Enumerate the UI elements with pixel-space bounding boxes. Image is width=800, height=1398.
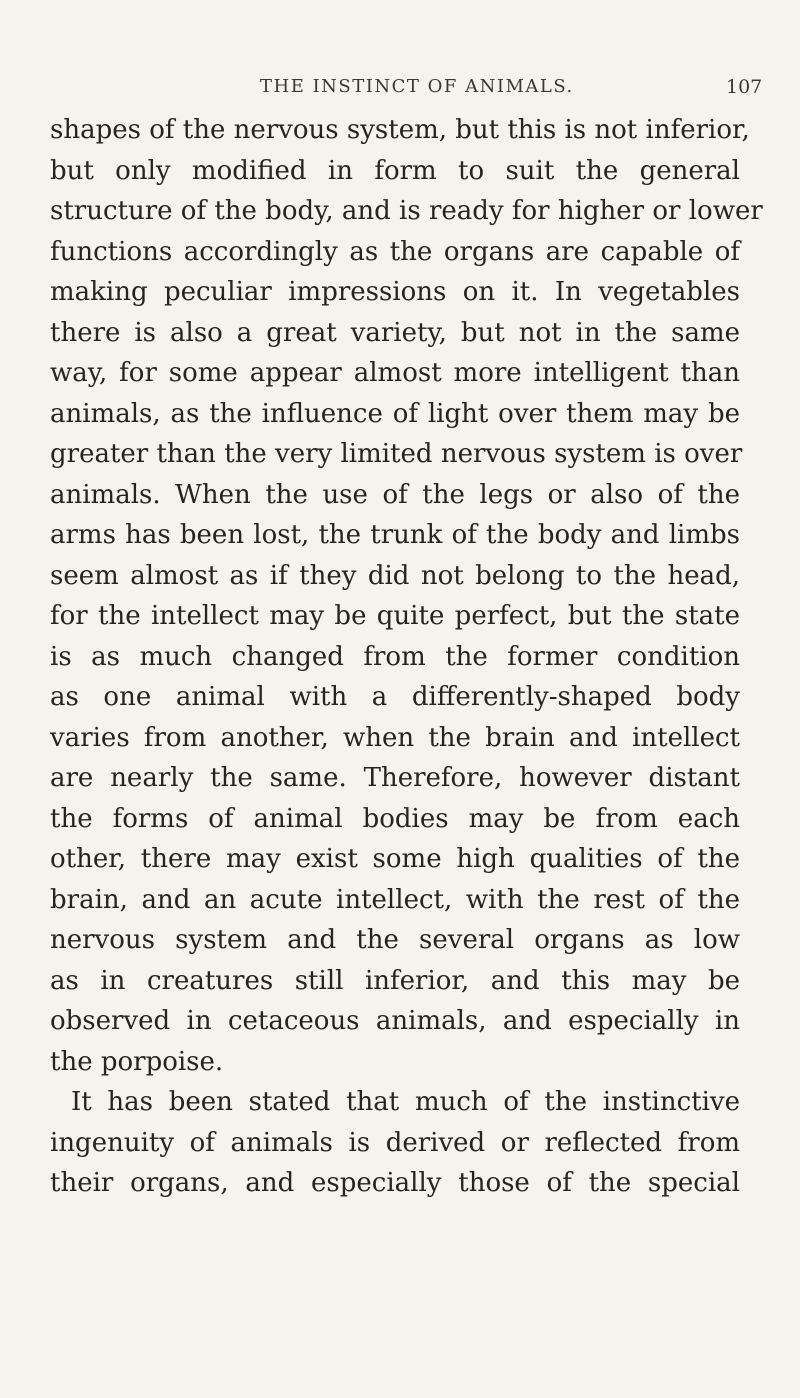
text-line: functions accordingly as the organs are capable of <box>50 236 740 267</box>
text-line: varies from another, when the brain and intellect <box>50 722 740 753</box>
text-line: way, for some appear almost more intelligent than <box>50 358 740 388</box>
text-line: nervous system and the several organs as low <box>50 925 740 955</box>
page-number: 107 <box>726 76 763 98</box>
text-line: brain, and an acute intellect, with the rest of the <box>50 884 740 915</box>
text-line: as in creatures still inferior, and this may be <box>50 965 740 996</box>
text-line: but only modified in form to suit the general <box>50 155 740 186</box>
text-line: seem almost as if they did not belong to the head, <box>50 560 740 591</box>
text-line-paragraph-start: It has been stated that much of the instinctive <box>71 1087 740 1117</box>
text-line: observed in cetaceous animals, and especially in <box>50 1006 740 1036</box>
text-line: ingenuity of animals is derived or reflected from <box>50 1127 740 1158</box>
text-line: as one animal with a differently-shaped body <box>50 682 740 712</box>
text-line: the forms of animal bodies may be from each <box>50 803 740 834</box>
text-line: is as much changed from the former condition <box>50 641 740 672</box>
text-line: animals. When the use of the legs or also of the <box>50 479 740 510</box>
text-line: other, there may exist some high qualities of the <box>50 844 740 874</box>
text-line: their organs, and especially those of the special <box>50 1168 740 1198</box>
text-line: arms has been lost, the trunk of the body and limbs <box>50 520 740 550</box>
text-line: are nearly the same. Therefore, however distant <box>50 763 740 793</box>
text-line: greater than the very limited nervous system is over <box>50 439 743 469</box>
text-line-paragraph-end: the porpoise. <box>50 1046 224 1077</box>
text-line: animals, as the influence of light over them may be <box>50 398 740 429</box>
text-line: structure of the body, and is ready for higher or lower <box>50 196 763 226</box>
text-line: making peculiar impressions on it. In vegetables <box>50 277 740 307</box>
text-line: for the intellect may be quite perfect, but the state <box>50 601 740 631</box>
running-head: THE INSTINCT OF ANIMALS. <box>260 76 574 97</box>
text-line: shapes of the nervous system, but this is not inferior, <box>50 115 750 145</box>
body-text <box>50 110 763 1204</box>
text-line: there is also a great variety, but not in the same <box>50 317 740 348</box>
